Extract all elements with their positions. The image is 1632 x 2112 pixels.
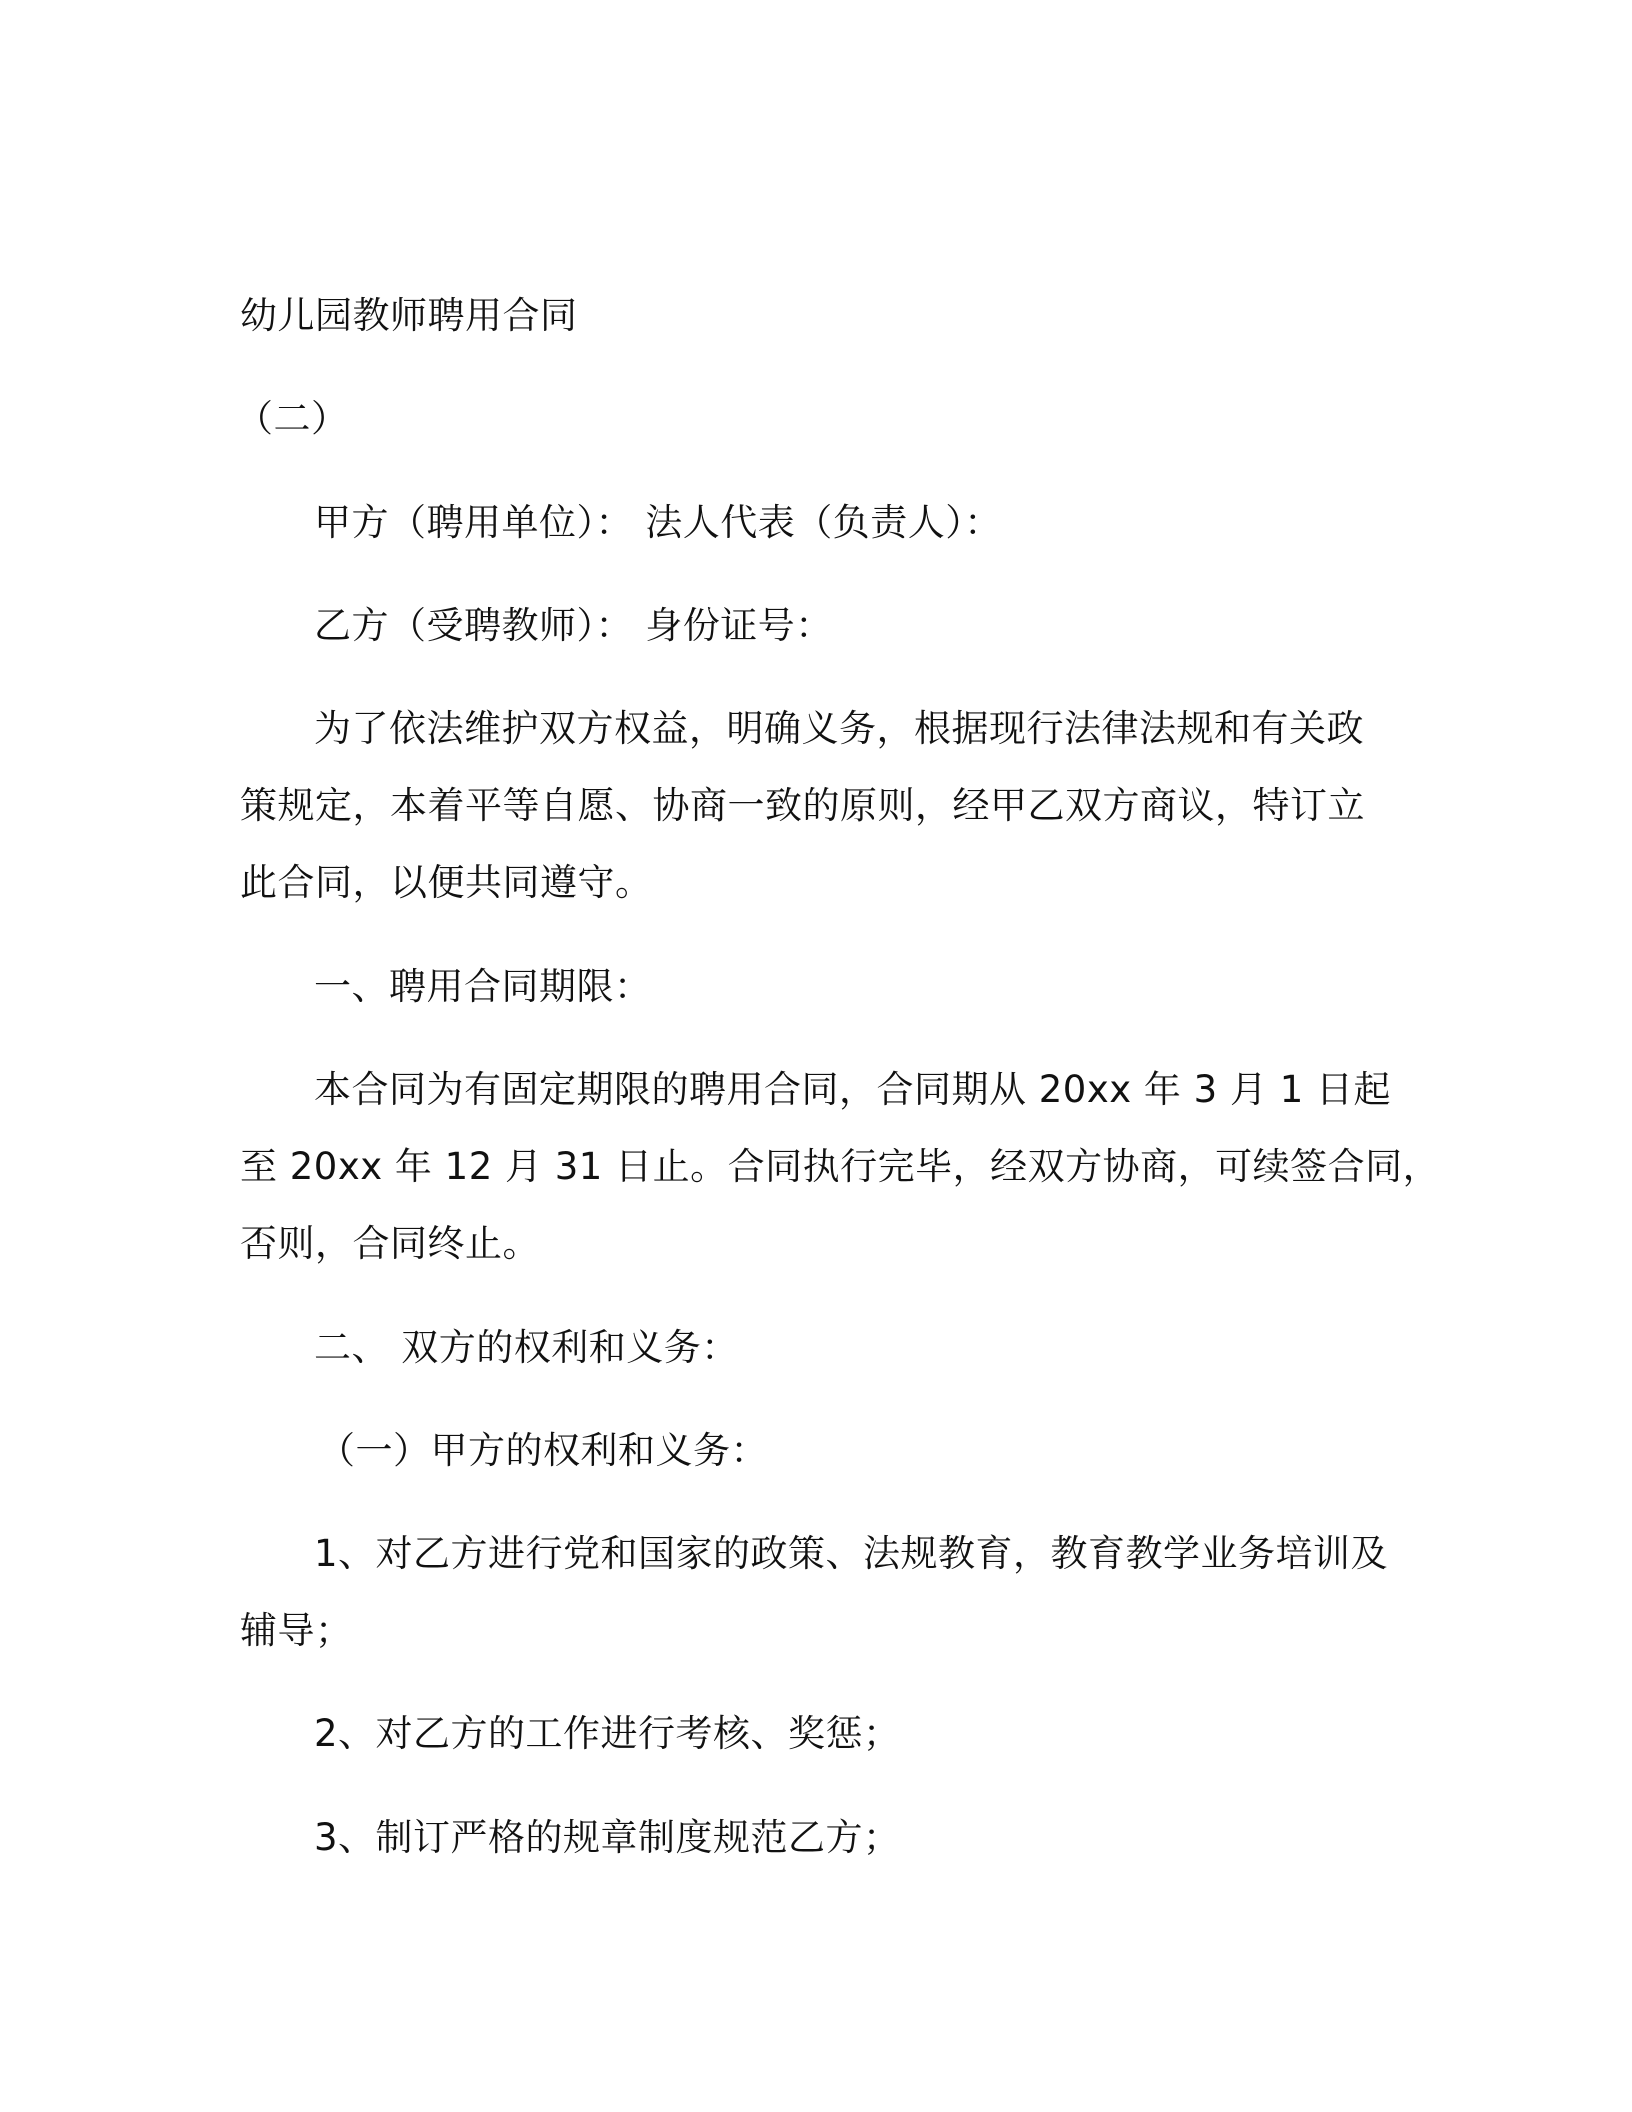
item-3: 3、制订严格的规章制度规范乙方； bbox=[314, 1816, 901, 1859]
document-title: 幼儿园教师聘用合同 bbox=[240, 294, 578, 337]
party-b-line: 乙方（受聘教师）： 身份证号： bbox=[314, 604, 833, 647]
party-a-line: 甲方（聘用单位）： 法人代表（负责人）： bbox=[314, 501, 1002, 544]
intro-line-3: 此合同，以便共同遵守。 bbox=[240, 861, 653, 904]
section1-line-1: 本合同为有固定期限的聘用合同，合同期从 20xx 年 3 月 1 日起 bbox=[314, 1068, 1392, 1111]
intro-line-1: 为了依法维护双方权益，明确义务，根据现行法律法规和有关政 bbox=[314, 707, 1364, 750]
section1-heading: 一、聘用合同期限： bbox=[314, 965, 652, 1008]
section1-line-2: 至 20xx 年 12 月 31 日止。合同执行完毕，经双方协商，可续签合同， bbox=[240, 1145, 1441, 1188]
document-subtitle: （二） bbox=[236, 397, 349, 440]
intro-line-2: 策规定，本着平等自愿、协商一致的原则，经甲乙双方商议，特订立 bbox=[240, 784, 1365, 827]
item-1-line-1: 1、对乙方进行党和国家的政策、法规教育，教育教学业务培训及 bbox=[314, 1532, 1389, 1575]
section2-heading: 二、 双方的权利和义务： bbox=[314, 1326, 739, 1369]
section2-sub1-heading: （一）甲方的权利和义务： bbox=[318, 1429, 768, 1472]
section1-line-3: 否则，合同终止。 bbox=[240, 1222, 540, 1265]
item-2: 2、对乙方的工作进行考核、奖惩； bbox=[314, 1712, 901, 1755]
item-1-line-2: 辅导； bbox=[240, 1609, 353, 1652]
